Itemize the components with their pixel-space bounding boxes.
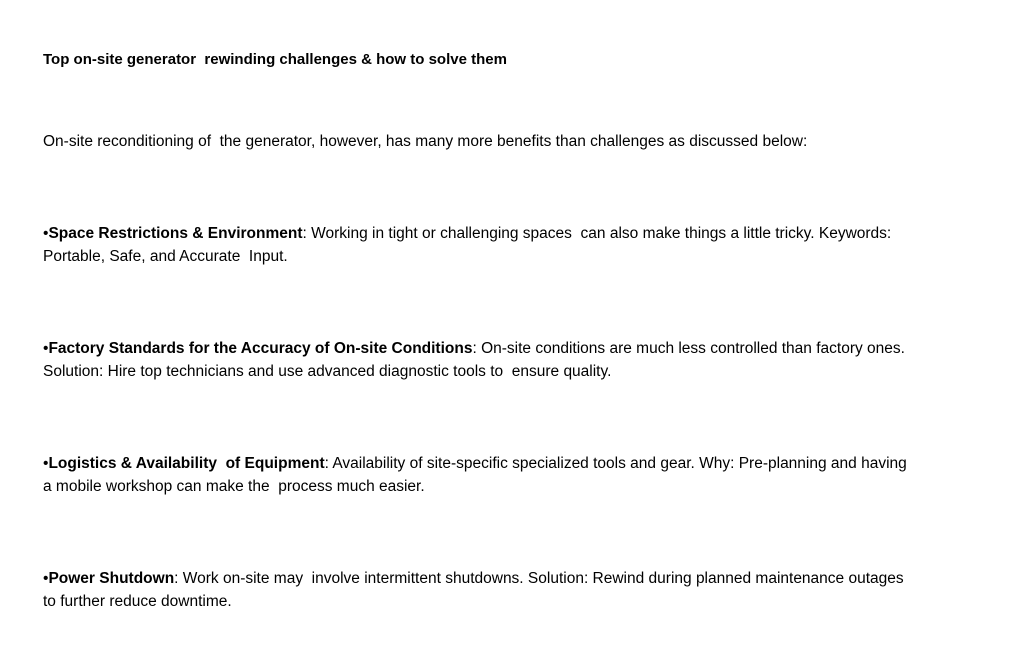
body-text: [43, 84, 913, 659]
bullet-item: [43, 452, 913, 498]
bullet-heading: Space Restrictions & Environment: [48, 225, 303, 242]
bullet-marker: •: [43, 225, 49, 242]
bullet-heading: Power Shutdown: [48, 570, 175, 587]
bullet-text: : On-site conditions are much less controlled than factory ones. Solution: Hire top technicians and use advanced diagnostic tools to ensure quality.: [43, 340, 910, 380]
page-title: Top on-site generator rewinding challenges & how to solve them: [43, 51, 507, 68]
bullet-text: : Work on-site may involve intermittent shutdowns. Solution: Rewind during planned maintenance outages to further reduce downtime.: [43, 570, 908, 610]
bullet-item: [43, 337, 913, 383]
bullet-marker: •: [43, 455, 49, 472]
slide-content: [43, 48, 913, 659]
bullet-text: : Availability of site-specific specialized tools and gear. Why: Pre-planning and having a mobile workshop can make the process much easier.: [43, 455, 912, 495]
bullet-marker: •: [43, 570, 49, 587]
bullet-item: [43, 567, 913, 613]
bullet-text: : Working in tight or challenging spaces can also make things a little tricky. Keywords: Portable, Safe, and Accurate Input.: [43, 225, 896, 265]
bullet-heading: Logistics & Availability of Equipment: [48, 455, 325, 472]
bullet-heading: Factory Standards for the Accuracy of On-site Conditions: [48, 340, 473, 357]
bullet-item: [43, 222, 913, 268]
bullet-marker: •: [43, 340, 49, 357]
intro-paragraph: On-site reconditioning of the generator, however, has many more benefits than challenges as discussed below:: [43, 133, 808, 150]
